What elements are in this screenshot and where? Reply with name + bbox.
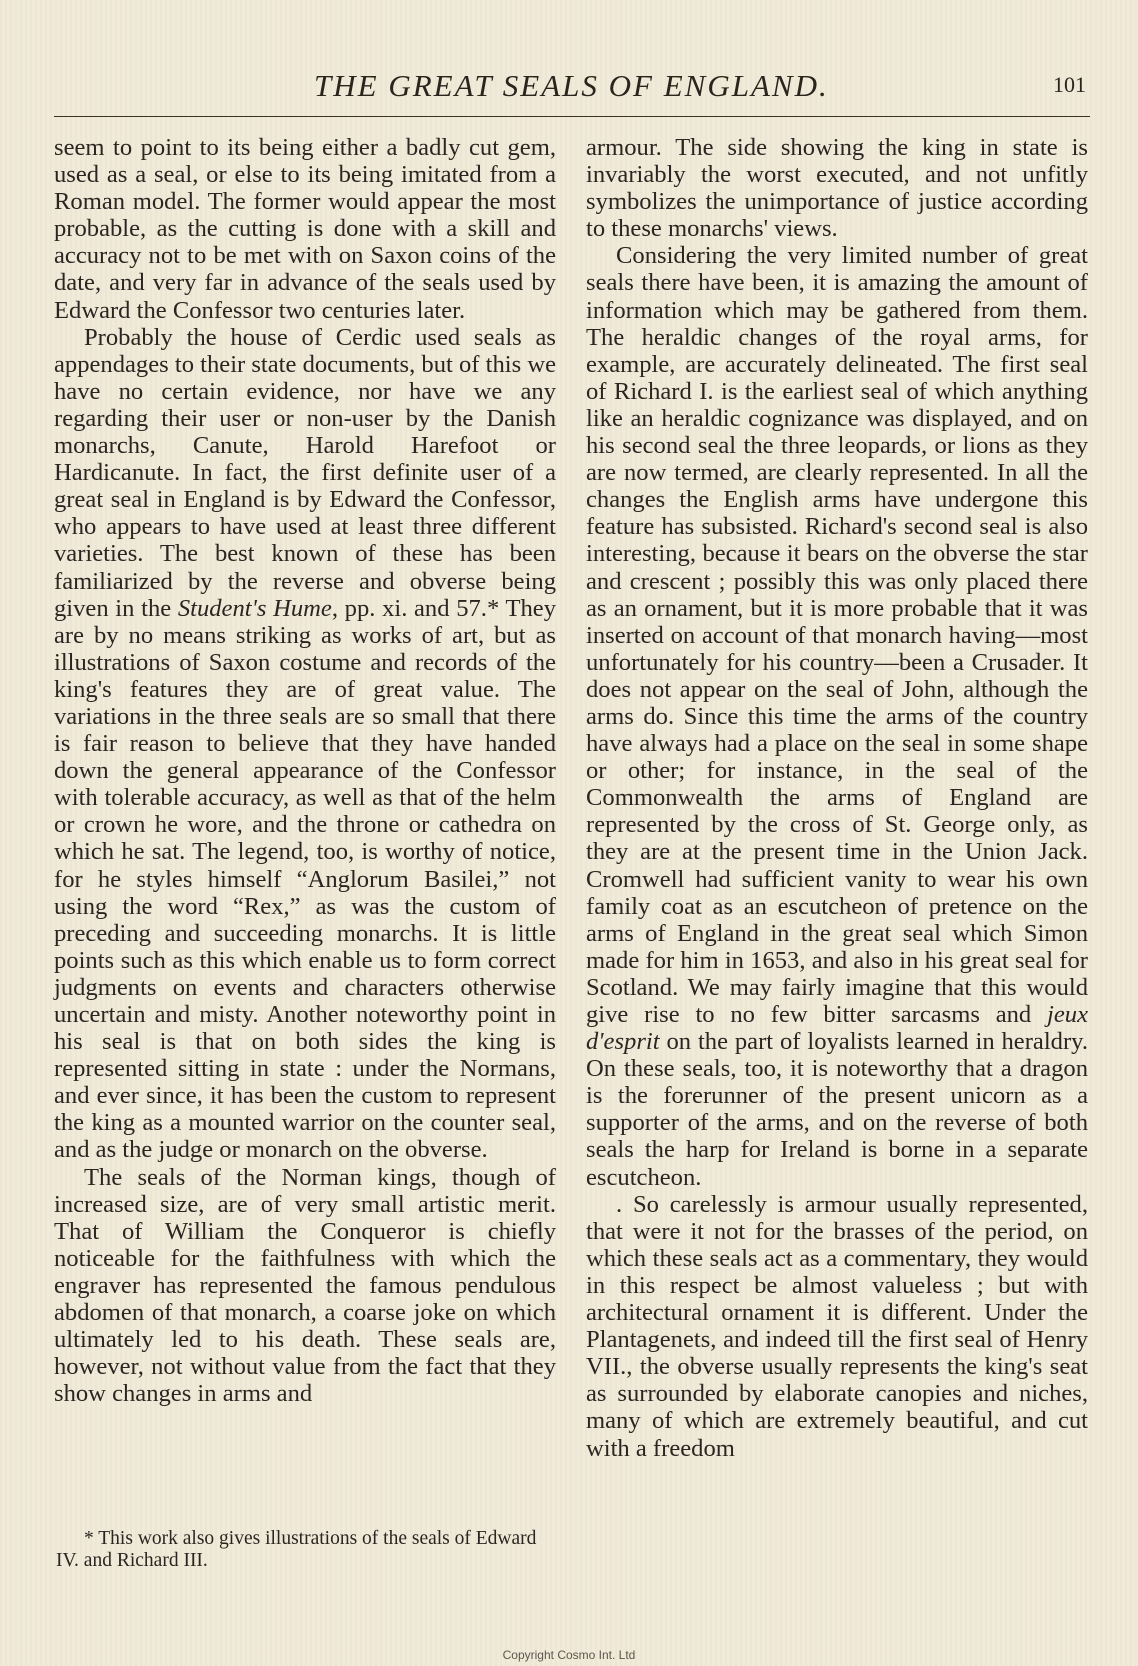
footnote <box>56 1528 564 1572</box>
running-header <box>54 66 1094 112</box>
right-paragraph-1: armour. The side showing the king in state is invariably the worst executed, and not unfitly symbolizes the unimportance of justice according to these monarchs' views. <box>586 134 1088 243</box>
right-paragraph-2-text-a: Considering the very limited number of great seals there have been, it is amazing the amount of information which may be gathered from them. The heraldic changes of the royal arms, for example, are accurately delineated. The first seal of Richard I. is the earliest seal of which anything like an heraldic cognizance was displayed, and on his second seal the three leopards, or lions as they are now termed, are clearly represented. In all the changes the English arms have undergone this feature has subsisted. Richard's second seal is also interesting, because it bears on the obverse the star and crescent ; possibly this was only placed there as an ornament, but it is more probable that it was inserted on account of that monarch having—most unfortunately for his country—been a Crusader. It does not appear on the seal of John, although the arms do. Since this time the arms of the country have always had a place on the seal in some shape or other; for instance, in the seal of the Commonwealth the arms of England are represented by the cross of St. George only, as they are at the present time in the Union Jack. Cromwell had sufficient vanity to wear his own family coat as an escutcheon of pretence on the arms of England in the great seal which Simon made for him in 1653, and also in his great seal for Scotland. We may fairly imagine that this would give rise to no few bitter sarcasms and <box>586 242 1088 1028</box>
right-paragraph-2-italic: jeux d'esprit <box>586 1001 1088 1056</box>
left-paragraph-1: seem to point to its being either a badly cut gem, used as a seal, or else to its being imitated from a Roman model. The former would appear the most probable, as the cutting is done with a skill and accuracy not to be met with on Saxon coins of the date, and very far in advance of the seals used by Edward the Confessor two centuries later. <box>54 134 556 324</box>
left-paragraph-2-text-b: , pp. xi. and 57.* They are by no means striking as works of art, but as illustrations of Saxon costume and records of the king's features they are of great value. The variations in the three seals are so small that there is fair reason to believe that they have handed down the general appearance of the Confessor with tolerable accuracy, as well as that of the helm or crown he wore, and the throne or cathedra on which he sat. The legend, too, is worthy of notice, for he styles himself “Anglorum Basilei,” not using the word “Rex,” as was the custom of preceding and succeeding monarchs. It is little points such as this which enable us to form correct judgments on events and characters otherwise uncertain and misty. Another noteworthy point in his seal is that on both sides the king is represented sitting in state : under the Normans, and ever since, it has been the custom to represent the king as a mounted warrior on the counter seal, and as the judge or monarch on the obverse. <box>54 594 556 1164</box>
left-paragraph-2 <box>54 324 556 1164</box>
right-paragraph-3: . So carelessly is armour usually represented, that were it not for the brasses of the period, on which these seals act as a commentary, they would in this respect be almost valueless ; but with architectural ornament it is different. Under the Plantagenets, and indeed till the first seal of Henry VII., the obverse usually represents the king's seat as surrounded by elaborate canopies and niches, many of which are extremely beautiful, and cut with a freedom <box>586 1190 1088 1462</box>
copyright-watermark: Copyright Cosmo Int. Ltd <box>502 1648 636 1662</box>
right-column <box>586 134 1088 1462</box>
footnote-text: * This work also gives illustrations of the seals of Edward IV. and Richard III. <box>56 1528 537 1571</box>
header-rule <box>54 116 1090 117</box>
right-paragraph-2-text-b: on the part of loyalists learned in heraldry. On these seals, too, it is noteworthy that a dragon is the forerunner of the present unicorn as a supporter of the arms, and on the reverse of both seals the harp for Ireland is borne in a separate escutcheon. <box>586 1028 1088 1191</box>
left-paragraph-2-italic: Student's Hume <box>177 594 332 622</box>
page-number: 101 <box>1053 72 1086 97</box>
left-column <box>54 134 556 1407</box>
left-paragraph-3: The seals of the Norman kings, though of increased size, are of very small artistic merit. That of William the Conqueror is chiefly noticeable for the faithfulness with which the engraver has represented the famous pendulous abdomen of that monarch, a coarse joke on which ultimately led to his death. These seals are, however, not without value from the fact that they show changes in arms and <box>54 1163 556 1408</box>
running-title: THE GREAT SEALS OF ENGLAND. <box>314 68 829 103</box>
left-paragraph-2-text-a: Probably the house of Cerdic used seals as appendages to their state documents, but of this we have no certain evidence, nor have we any regarding their user or non-user by the Danish monarchs, Canute, Harold Harefoot or Hardicanute. In fact, the first definite user of a great seal in England is by Edward the Confessor, who appears to have used at least three different varieties. The best known of these has been familiarized by the reverse and obverse being given in the <box>54 323 556 622</box>
right-paragraph-2 <box>586 242 1088 1190</box>
